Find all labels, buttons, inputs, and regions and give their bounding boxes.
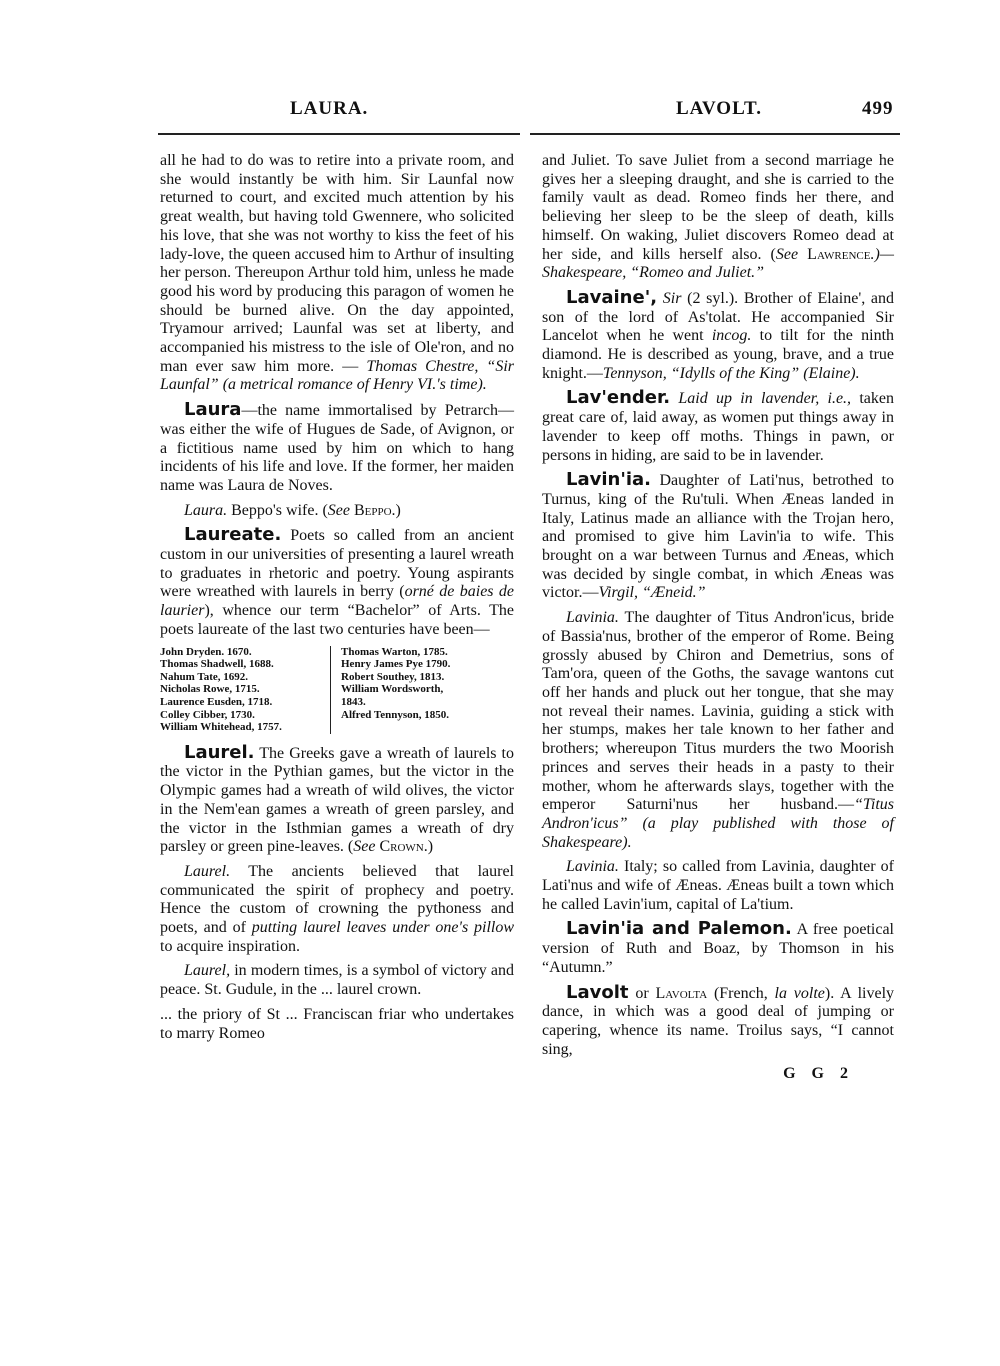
entry-laurel: Laurel. The Greeks gave a wreath of laurels to the victor in the Pythian games, but the victor in the Olympic games had a wreath of wild olives, the victor in the Nem'ean games a wreath of green parsley, and the victor in the Isthmian games a wreath of dry parsley or green pine-leaves. (See Crown.) xyxy=(160,741,514,856)
headword: Lavin'ia and Palemon. xyxy=(566,918,792,940)
headword: Lavaine', xyxy=(566,286,658,308)
headword: Laurel. xyxy=(184,741,255,763)
entry-lavinia-italy: Lavinia. Italy; so called from Lavinia, daughter of Lati'nus and wife of Æneas. Æneas built a town which he called Lavin'ium, capital of La'tium. xyxy=(542,858,894,913)
entry-laurel-modern: Laurel, in modern times, is a symbol of victory and peace. St. Gudule, in the ... laurel crown. xyxy=(160,962,515,999)
running-head-right: LAVOLT. xyxy=(676,98,763,119)
headword: Laureate. xyxy=(184,524,282,546)
lawrence-continuation: and Juliet. To save Juliet from a second marriage he gives her a sleeping draught, and she is carried to the family vault as dead. Romeo finds her there, and believing her sleep to be the sleep of death, kills himself. On waking, Juliet discovers Romeo dead at her side, and kills herself also. (See Lawrence.)—Shakespeare, “Romeo and Juliet.” xyxy=(542,152,895,282)
entry-laurel-prophecy: Laurel. The ancients believed that laurel communicated the spirit of prophecy and poetry. Hence the custom of crowning the pythoness and poets, and of putting laurel leaves under one's pillow to acquire inspiration. xyxy=(160,862,515,955)
signature-mark: G G 2 xyxy=(783,1065,854,1083)
entry-lavinia: Lavin'ia. Daughter of Lati'nus, betrothed to Turnus, king of the Ru'tuli. When Æneas landed in Italy, Latinus made an alliance with the Trojan hero, and promised to give him Lavin'ia to wife. This brought on a war between Turnus and Æneas, which was decided by single combat, in which Æneas was victor.—Virgil, “Æneid.” xyxy=(542,469,894,602)
left-column xyxy=(160,152,514,1049)
headword: Lav'ender. xyxy=(566,387,671,409)
entry-laura: Laura—the name immortalised by Petrarch—was either the wife of Hugues de Sade, of Avignon, or a fictitious name used by him on which to hang incidents of his life and love. If the former, her maiden name was Laura de Noves. xyxy=(160,399,514,494)
poets-list-left: John Dryden. 1670. Thomas Shadwell, 1688. Nahum Tate, 1692. Nicholas Rowe, 1715. Laurence Eusden, 1718. Colley Cibber, 1730. William Whitehead, 1757. xyxy=(160,646,331,734)
headword: Lavin'ia. xyxy=(566,469,651,491)
entry-laureate: Laureate. Poets so called from an ancient custom in our universities of presenting a laurel wreath to graduates in rhetoric and poetry. Young aspirants were wreathed with laurels in berry (orné de baies de laurier), whence our term “Bachelor” of Arts. The poets laureate of the last two centuries have been— xyxy=(160,524,515,638)
poets-laureate-list xyxy=(160,646,514,734)
entry-lavaine: Lavaine', Sir (2 syl.). Brother of Elaine', and son of the lord of As'tolat. He accompanied Sir Lancelot when he went incog. to tilt for the ninth diamond. He is described as young, brave, and a true knight.—Tennyson, “Idylls of the King” (Elaine). xyxy=(542,286,895,382)
page-number: 499 xyxy=(862,98,894,119)
entry-laura-beppo: Laura. Beppo's wife. (See Beppo.) xyxy=(184,501,401,519)
headword: Laura xyxy=(184,399,242,421)
launfal-continuation: all he had to do was to retire into a private room, and she would instantly be with him. Sir Launfal now returned to court, and excited much attention by his great wealth, but having told Gwennere, who solicited his love, that she was not worthy to kiss the feet of his lady-love, the queen accused him to Arthur of insulting her person. Thereupon Arthur told him, unless he made good his word by producing this paragon of women he should be burned alive. On the day appointed, Tryamour arrived; Launfal was set at liberty, and accompanied his mistress to the isle of Ole'ron, and no man ever saw him more. — Thomas Chestre, “Sir Launfal” (a metrical romance of Henry VI.'s time). xyxy=(160,152,514,394)
entry-lavender: Lav'ender. Laid up in lavender, i.e., taken great care of, laid away, as women put things away in lavender to keep off moths. Things in pawn, or persons in hiding, are said to be in lavender. xyxy=(542,387,894,464)
header-rule-right xyxy=(530,133,900,135)
poets-list-right: Thomas Warton, 1785. Henry James Pye 1790. Robert Southey, 1813. William Wordsworth, 1843. Alfred Tennyson, 1850. xyxy=(341,645,451,721)
entry-lavolt: Lavolt or Lavolta (French, la volte). A lively dance, in which was a good deal of jumping or capering, whence its name. Troilus says, “I cannot sing, xyxy=(542,981,895,1058)
entry-lavinia-palemon: Lavin'ia and Palemon. A free poetical version of Ruth and Boaz, by Thomson in his “Autumn.” xyxy=(542,918,894,976)
entry-lavinia-titus: Lavinia. The daughter of Titus Andron'icus, bride of Bassia'nus, brother of the emperor of Rome. Being grossly abused by Chiron and Demetrius, sons of Tam'ora, queen of the Goths, the savage wantons cut off her hands and pluck out her tongue, that she may not reveal their names. Lavinia, guiding a stick with her stumps, makes her tale known to her father and brothers; whereupon Titus murders the two Moorish princes and serves their heads in a pasty to their mother, whom he afterwards slays, together with the emperor Saturni'nus her husband.—“Titus Andron'icus” (a play published with those of Shakespeare). xyxy=(542,609,894,851)
header-rule-left xyxy=(158,133,520,135)
headword: Lavolt xyxy=(566,981,629,1003)
right-column xyxy=(542,152,894,1084)
entry-lawrence-fragment: ... the priory of St ... Franciscan friar who undertakes to marry Romeo xyxy=(160,1005,514,1042)
running-head-left: LAURA. xyxy=(290,98,369,119)
